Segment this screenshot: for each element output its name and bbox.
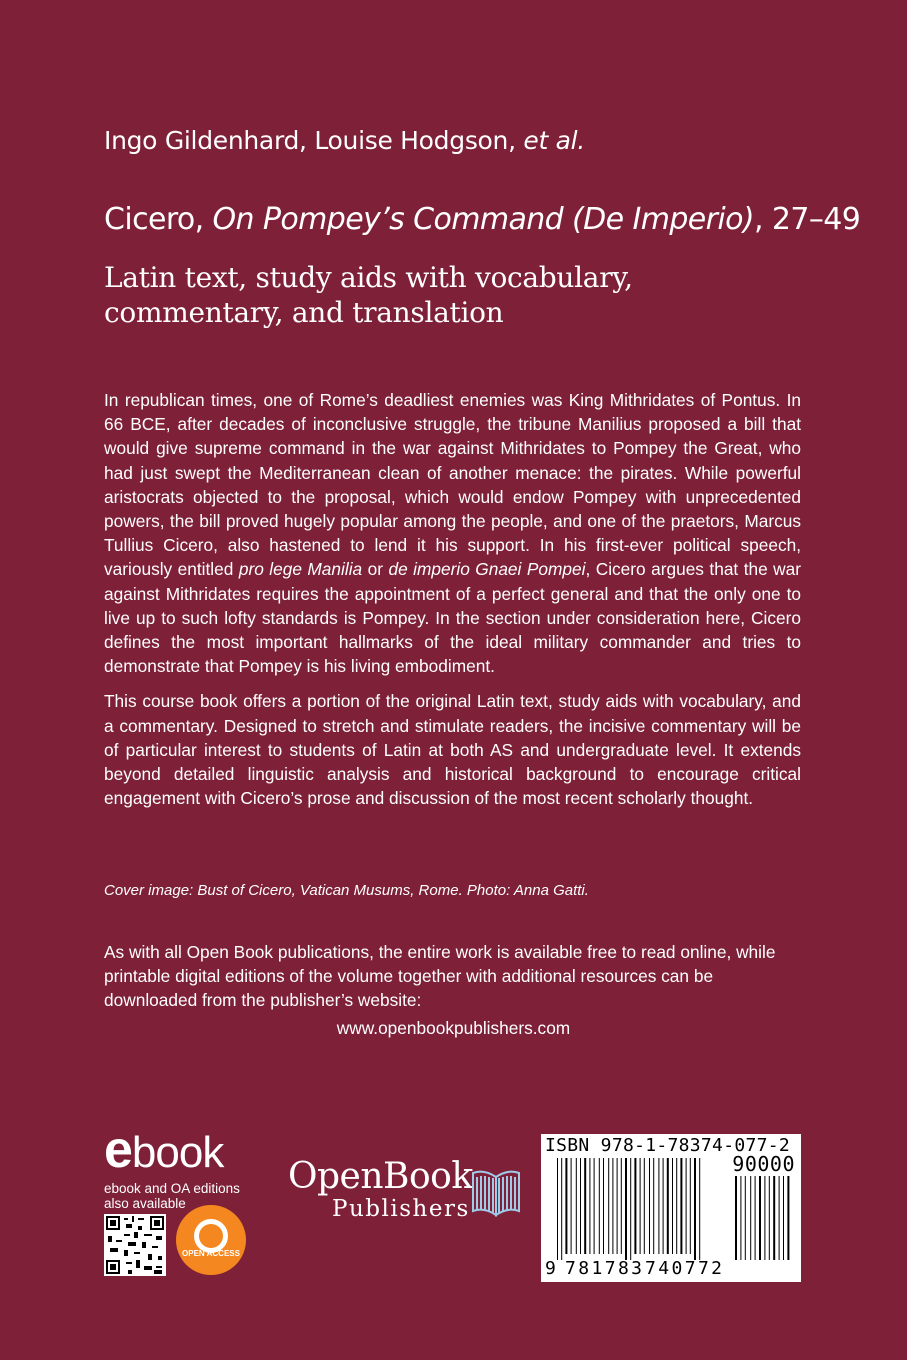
barcode-bar bbox=[773, 1176, 775, 1260]
publisher-logo bbox=[288, 1158, 473, 1222]
barcode-bar bbox=[565, 1158, 567, 1254]
barcode-bar bbox=[644, 1158, 645, 1254]
ebook-logo bbox=[104, 1121, 254, 1179]
barcode-bar bbox=[630, 1158, 631, 1260]
barcode-bar bbox=[759, 1176, 761, 1260]
barcode-bar bbox=[576, 1158, 577, 1254]
barcode-bar bbox=[621, 1158, 622, 1254]
barcode-bar bbox=[640, 1158, 641, 1254]
barcode-bar bbox=[589, 1158, 590, 1254]
barcode-bar bbox=[699, 1158, 700, 1260]
publisher-name: OpenBook bbox=[288, 1156, 473, 1197]
barcode-bar bbox=[594, 1158, 595, 1254]
barcode-bar bbox=[676, 1158, 677, 1254]
isbn-barcode bbox=[541, 1134, 801, 1282]
barcode-bar bbox=[561, 1158, 562, 1260]
barcode-bar bbox=[672, 1158, 673, 1254]
publisher-sub: Publishers bbox=[332, 1196, 470, 1222]
barcode-bar bbox=[735, 1176, 737, 1260]
barcode-bar bbox=[584, 1158, 586, 1254]
ebook-block bbox=[104, 1121, 254, 1211]
barcode-bar bbox=[779, 1176, 780, 1260]
barcode-bar bbox=[750, 1176, 751, 1260]
ebook-book: book bbox=[131, 1128, 224, 1177]
isbn-label: ISBN 978-1-78374-077-2 bbox=[545, 1135, 791, 1156]
barcode-bar bbox=[625, 1158, 627, 1260]
barcode-bar bbox=[769, 1176, 770, 1260]
open-access-text: As with all Open Book publications, the entire work is available free to read online, while printable digital editions of the volume together with additional resources can be downloaded from the publisher’s website: bbox=[104, 942, 776, 1011]
barcode-bar bbox=[663, 1158, 664, 1254]
price-code: 90000 bbox=[732, 1152, 795, 1176]
barcode-bar bbox=[612, 1158, 613, 1254]
barcode-bar bbox=[658, 1158, 659, 1254]
barcode-bar bbox=[764, 1176, 765, 1260]
blurb-p1-italic-2: de imperio Gnaei Pompei bbox=[388, 559, 586, 580]
qr-code-icon bbox=[104, 1214, 166, 1276]
blurb-paragraph-2: This course book offers a portion of the original Latin text, study aids with vocabulary, and a commentary. Designed to stretch and stimulate readers, the incisive commentary will be of particular interest to students of Latin at both AS and undergraduate level. It extends beyond detailed linguistic analysis and historical background to encourage critical engagement with Cicero’s prose and discussion of the most recent scholarly thought. bbox=[104, 691, 801, 809]
title-prefix: Cicero, bbox=[104, 202, 213, 237]
barcode-bar bbox=[634, 1158, 636, 1254]
open-access-label: OPEN ACCESS bbox=[182, 1249, 240, 1258]
barcode-bar bbox=[686, 1158, 687, 1254]
isbn-digits-group-2: 740772 bbox=[645, 1258, 725, 1279]
barcode-bar bbox=[745, 1176, 746, 1260]
barcode-bar bbox=[653, 1158, 654, 1254]
ebook-note: ebook and OA editions also available bbox=[104, 1181, 240, 1211]
barcode-bar bbox=[603, 1158, 604, 1254]
barcode-bar bbox=[599, 1158, 600, 1254]
barcode-bar bbox=[649, 1158, 650, 1254]
barcode-bar bbox=[571, 1158, 572, 1254]
book-title bbox=[104, 202, 860, 237]
barcode-bar bbox=[608, 1158, 609, 1254]
open-book-icon bbox=[470, 1165, 522, 1221]
cover-credit: Cover image: Bust of Cicero, Vatican Musums, Rome. Photo: Anna Gatti. bbox=[104, 882, 589, 899]
barcode-bar bbox=[680, 1158, 682, 1254]
barcode-bar bbox=[690, 1158, 691, 1254]
open-access-icon bbox=[176, 1205, 246, 1275]
blurb-p1-italic-1: pro lege Manilia bbox=[238, 559, 363, 580]
barcode-bar bbox=[557, 1158, 558, 1260]
isbn-digits-group-1: 781783 bbox=[565, 1258, 645, 1279]
barcode-bar bbox=[787, 1176, 789, 1260]
barcode-bar bbox=[755, 1176, 756, 1260]
barcode-bar bbox=[694, 1158, 696, 1260]
title-italic: On Pompey’s Command (De Imperio) bbox=[212, 202, 754, 237]
barcode-bar bbox=[667, 1158, 669, 1254]
barcode-bar bbox=[580, 1158, 581, 1254]
blurb-p1-part-b: or bbox=[362, 559, 389, 580]
ebook-e: e bbox=[104, 1121, 132, 1179]
isbn-digit-lead: 9 bbox=[545, 1258, 557, 1279]
et-al: et al. bbox=[523, 126, 585, 155]
website-link[interactable]: www.openbookpublishers.com bbox=[336, 1018, 571, 1038]
blurb-p1-part-a: In republican times, one of Rome’s deadliest enemies was King Mithridates of Pontus. In 66 BCE, after decades of inconclusive struggle, the tribune Manilius proposed a bill that would give supreme command in the war against Mithridates to Pompey the Great, who had just swept the Mediterranean clean of another menace: the pirates. While powerful aristocrats objected to the proposal, which would endow Pompey with unprecedented powers, the bill proved hugely popular among the people, and one of the praetors, Marcus Tullius Cicero, also hastened to lend it his support. In his first-ever political speech, variously entitled bbox=[104, 390, 801, 580]
author-names: Ingo Gildenhard, Louise Hodgson, bbox=[104, 126, 524, 155]
blurb bbox=[104, 388, 801, 821]
barcode-bar bbox=[783, 1176, 784, 1260]
book-subtitle: Latin text, study aids with vocabulary, commentary, and translation bbox=[104, 261, 633, 329]
title-suffix: , 27–49 bbox=[753, 202, 861, 237]
blurb-paragraph-1 bbox=[104, 388, 801, 678]
blurb-p1-part-c: , Cicero argues that the war against Mithridates requires the appointment of a perfect general and that the only one to live up to such lofty standards is Pompey. In the section under consideration here, Cicero defines the most important hallmarks of the ideal military commander and tries to demonstrate that Pompey is his living embodiment. bbox=[104, 559, 802, 677]
barcode-bar bbox=[740, 1176, 741, 1260]
authors-line bbox=[104, 126, 585, 155]
barcode-bar bbox=[617, 1158, 618, 1254]
open-access-ring bbox=[194, 1219, 228, 1253]
